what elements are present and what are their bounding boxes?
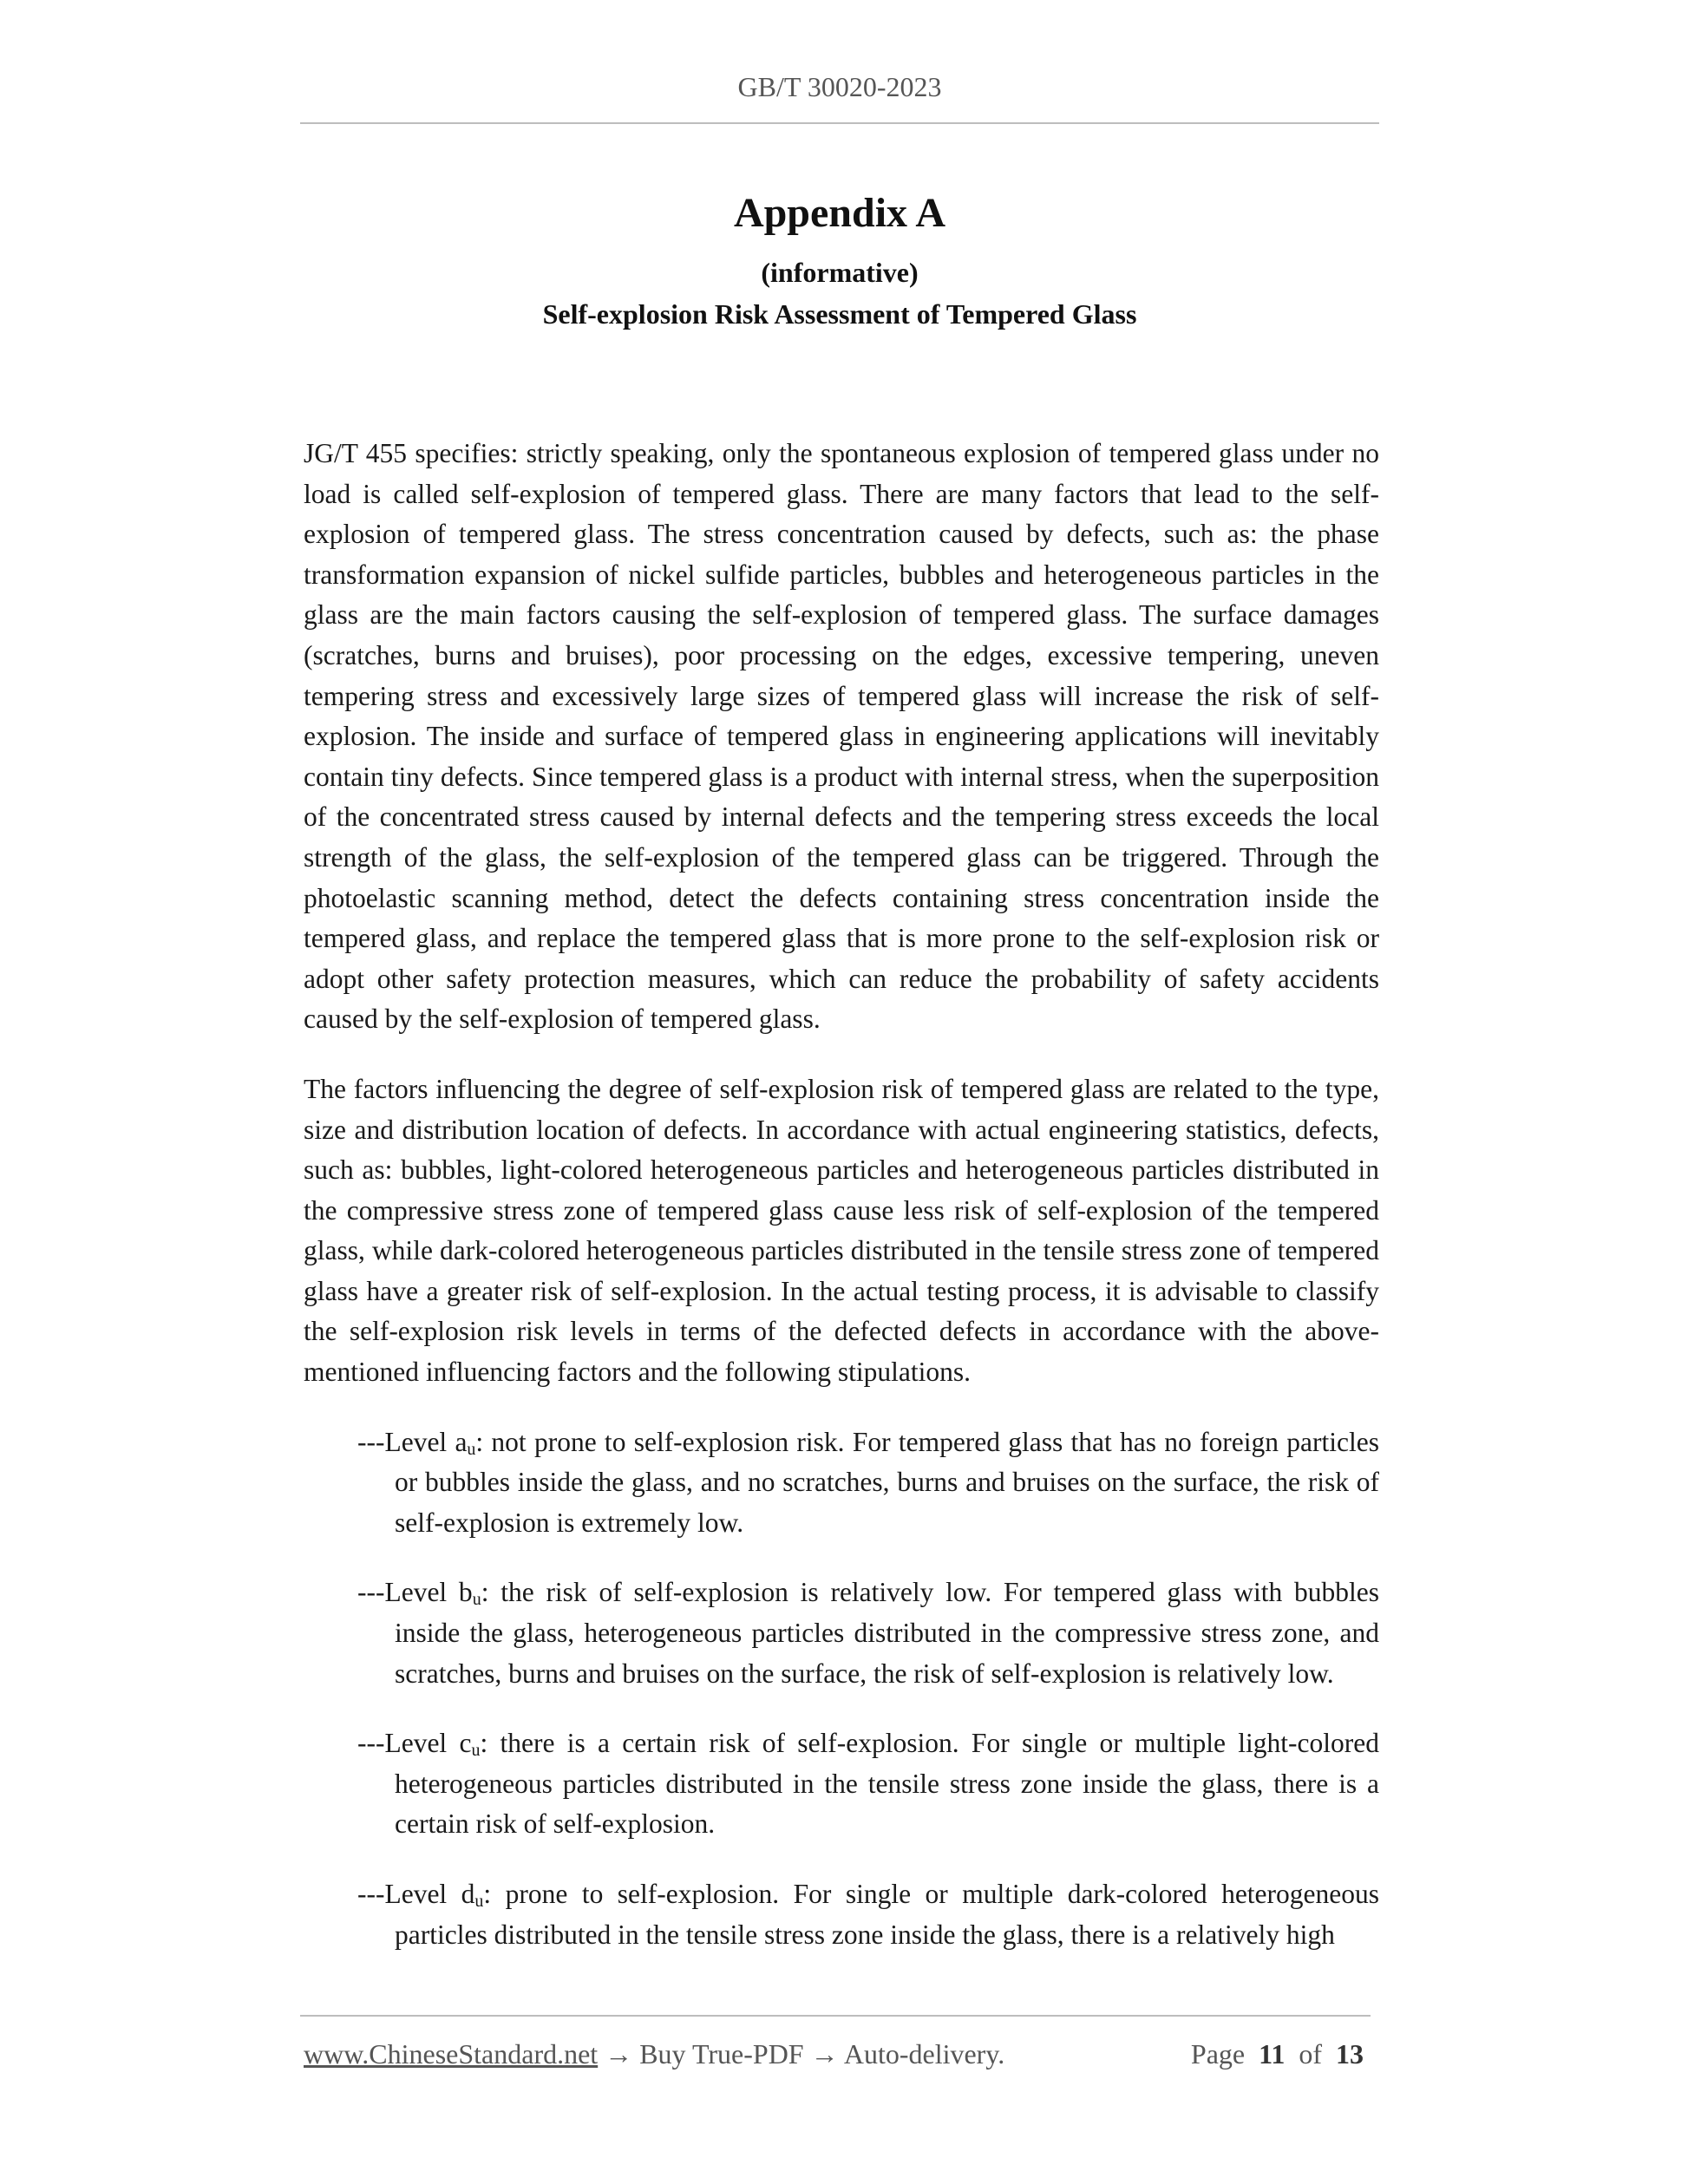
appendix-qualifier: (informative) xyxy=(761,257,919,288)
level-subscript: u xyxy=(471,1741,481,1761)
risk-level-d xyxy=(357,1874,1379,1955)
page-label: Page xyxy=(1190,2038,1246,2070)
risk-level-a xyxy=(357,1422,1379,1544)
page-of: of xyxy=(1299,2038,1322,2070)
level-subscript: u xyxy=(472,1590,481,1610)
appendix-title: Appendix A xyxy=(733,190,946,236)
level-text: : the risk of self-explosion is relatively low. For tempered glass with bubbles inside the glass, heterogeneous particles distributed in the compressive stress zone, and scratches, burns and bruises on the surface, the risk of self-explosion is relatively low. xyxy=(395,1577,1379,1689)
footer-divider xyxy=(300,2015,1371,2017)
site-link[interactable]: www.ChineseStandard.net xyxy=(304,2038,599,2070)
level-text: : there is a certain risk of self-explosion. For single or multiple light-colored heterogeneous particles distributed in the tensile stress zone inside the glass, there is a certain risk of self-explosion. xyxy=(395,1728,1379,1840)
page-footer xyxy=(304,2033,1371,2075)
level-text: : prone to self-explosion. For single or multiple dark-colored heterogeneous particles distributed in the tensile stress zone inside the glass, there is a relatively high xyxy=(395,1879,1379,1950)
risk-level-list xyxy=(304,1422,1379,1956)
page-total: 13 xyxy=(1336,2038,1364,2070)
body-paragraph-1: JG/T 455 specifies: strictly speaking, only the spontaneous explosion of tempered glass under no load is called self-explosion of tempered glass. There are many factors that lead to the self-explosion of tempered glass. The stress concentration caused by defects, such as: the phase transformation expansion of nickel sulfide particles, bubbles and heterogeneous particles in the glass are the main factors causing the self-explosion of tempered glass. The surface damages (scratches, burns and bruises), poor processing on the edges, excessive tempering, uneven tempering stress and excessively large sizes of tempered glass will increase the risk of self-explosion. The inside and surface of tempered glass in engineering applications will inevitably contain tiny defects. Since tempered glass is a product with internal stress, when the superposition of the concentrated stress caused by internal defects and the tempering stress exceeds the local strength of the glass, the self-explosion of the tempered glass can be triggered. Through the photoelastic scanning method, detect the defects containing stress concentration inside the tempered glass, and replace the tempered glass that is more prone to the self-explosion risk or adopt other safety protection measures, which can reduce the probability of safety accidents caused by the self-explosion of tempered glass. xyxy=(304,438,1379,1035)
level-prefix: ---Level b xyxy=(357,1577,473,1608)
level-prefix: ---Level a xyxy=(357,1426,468,1457)
risk-level-b xyxy=(357,1573,1379,1694)
promo-text: → Buy True-PDF → Auto-delivery. xyxy=(598,2038,1005,2070)
footer-promo xyxy=(304,2033,1004,2075)
body-paragraph-2: The factors influencing the degree of self-explosion risk of tempered glass are related to the type, size and distribution location of defects. In accordance with actual engineering statistics, defects, such as: bubbles, light-colored heterogeneous particles and heterogeneous particles distributed in the compressive stress zone of tempered glass cause less risk of self-explosion of the tempered glass, while dark-colored heterogeneous particles distributed in the tensile stress zone of tempered glass have a greater risk of self-explosion. In the actual testing process, it is advisable to classify the self-explosion risk levels in terms of the defected defects in accordance with the above-mentioned influencing factors and the following stipulations. xyxy=(304,1073,1379,1388)
level-subscript: u xyxy=(467,1439,476,1459)
page-current: 11 xyxy=(1259,2038,1286,2070)
header-divider xyxy=(300,122,1379,124)
document-id-header: GB/T 30020-2023 xyxy=(737,71,942,102)
level-prefix: ---Level d xyxy=(357,1879,475,1909)
level-subscript: u xyxy=(474,1892,484,1911)
level-text: : not prone to self-explosion risk. For tempered glass that has no foreign particles or bubbles inside the glass, and no scratches, burns and bruises on the surface, the risk of self-explosion is extremely low. xyxy=(395,1426,1379,1538)
risk-level-c xyxy=(357,1723,1379,1845)
level-prefix: ---Level c xyxy=(357,1728,472,1759)
appendix-body xyxy=(304,434,1379,1985)
appendix-subtitle: Self-explosion Risk Assessment of Tempered Glass xyxy=(542,298,1137,330)
page-indicator xyxy=(1191,2033,1364,2075)
